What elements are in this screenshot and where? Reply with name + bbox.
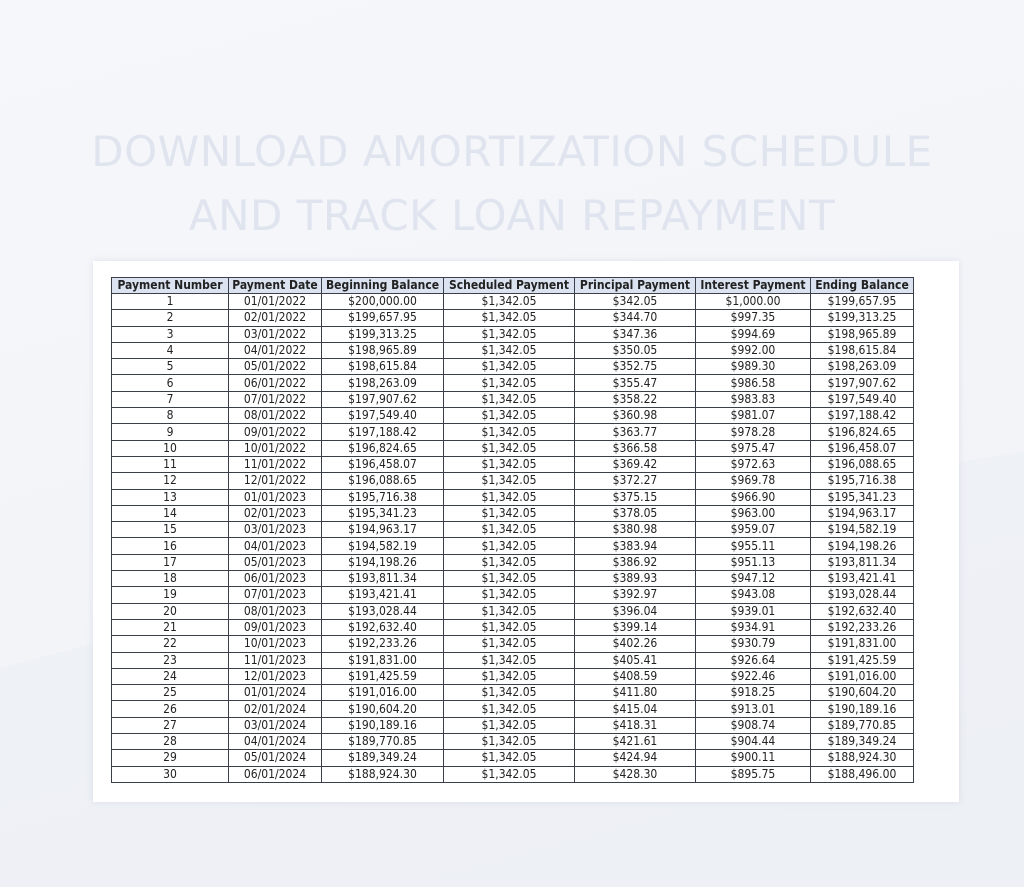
cell-beginning-balance: $196,824.65 [322,440,444,456]
cell-beginning-balance: $194,963.17 [322,522,444,538]
column-header-payment-date: Payment Date [229,278,322,294]
cell-payment-date: 08/01/2022 [229,408,322,424]
table-row [112,424,914,440]
cell-payment-date: 02/01/2024 [229,701,322,717]
cell-interest-payment: $904.44 [696,734,811,750]
cell-scheduled-payment: $1,342.05 [444,294,575,310]
cell-principal-payment: $352.75 [575,359,696,375]
cell-payment-date: 05/01/2024 [229,750,322,766]
cell-principal-payment: $411.80 [575,685,696,701]
cell-principal-payment: $375.15 [575,489,696,505]
cell-principal-payment: $383.94 [575,538,696,554]
table-header-row [112,278,914,294]
table-row [112,619,914,635]
table-row [112,294,914,310]
cell-ending-balance: $191,016.00 [811,668,914,684]
table-row [112,538,914,554]
cell-beginning-balance: $198,965.89 [322,342,444,358]
cell-interest-payment: $978.28 [696,424,811,440]
cell-beginning-balance: $189,770.85 [322,734,444,750]
cell-interest-payment: $972.63 [696,456,811,472]
cell-principal-payment: $380.98 [575,522,696,538]
cell-beginning-balance: $198,263.09 [322,375,444,391]
cell-payment-date: 11/01/2023 [229,652,322,668]
cell-principal-payment: $344.70 [575,310,696,326]
cell-beginning-balance: $195,716.38 [322,489,444,505]
cell-payment-number: 29 [112,750,229,766]
column-header-interest-payment: Interest Payment [696,278,811,294]
cell-principal-payment: $424.94 [575,750,696,766]
cell-interest-payment: $983.83 [696,391,811,407]
table-row [112,587,914,603]
cell-payment-number: 27 [112,717,229,733]
cell-principal-payment: $402.26 [575,636,696,652]
cell-beginning-balance: $200,000.00 [322,294,444,310]
cell-payment-date: 08/01/2023 [229,603,322,619]
cell-principal-payment: $342.05 [575,294,696,310]
cell-payment-date: 03/01/2024 [229,717,322,733]
cell-payment-number: 21 [112,619,229,635]
cell-scheduled-payment: $1,342.05 [444,359,575,375]
column-header-payment-number: Payment Number [112,278,229,294]
cell-payment-number: 13 [112,489,229,505]
cell-payment-number: 25 [112,685,229,701]
cell-payment-date: 03/01/2023 [229,522,322,538]
table-row [112,668,914,684]
cell-ending-balance: $199,313.25 [811,310,914,326]
cell-ending-balance: $196,824.65 [811,424,914,440]
cell-payment-number: 11 [112,456,229,472]
cell-payment-date: 05/01/2023 [229,554,322,570]
cell-scheduled-payment: $1,342.05 [444,391,575,407]
cell-ending-balance: $194,963.17 [811,505,914,521]
cell-interest-payment: $992.00 [696,342,811,358]
cell-payment-date: 01/01/2023 [229,489,322,505]
cell-principal-payment: $350.05 [575,342,696,358]
table-row [112,391,914,407]
cell-interest-payment: $939.01 [696,603,811,619]
cell-principal-payment: $386.92 [575,554,696,570]
cell-payment-number: 16 [112,538,229,554]
cell-beginning-balance: $199,313.25 [322,326,444,342]
cell-payment-number: 3 [112,326,229,342]
cell-scheduled-payment: $1,342.05 [444,603,575,619]
cell-payment-date: 10/01/2022 [229,440,322,456]
table-row [112,473,914,489]
cell-beginning-balance: $194,582.19 [322,538,444,554]
cell-principal-payment: $405.41 [575,652,696,668]
cell-interest-payment: $908.74 [696,717,811,733]
cell-ending-balance: $196,458.07 [811,440,914,456]
cell-ending-balance: $190,604.20 [811,685,914,701]
cell-payment-date: 07/01/2022 [229,391,322,407]
cell-ending-balance: $191,831.00 [811,636,914,652]
cell-principal-payment: $428.30 [575,766,696,782]
cell-ending-balance: $199,657.95 [811,294,914,310]
cell-interest-payment: $926.64 [696,652,811,668]
cell-payment-date: 04/01/2024 [229,734,322,750]
cell-interest-payment: $951.13 [696,554,811,570]
cell-interest-payment: $981.07 [696,408,811,424]
cell-scheduled-payment: $1,342.05 [444,473,575,489]
cell-scheduled-payment: $1,342.05 [444,652,575,668]
cell-beginning-balance: $191,016.00 [322,685,444,701]
cell-ending-balance: $193,811.34 [811,554,914,570]
cell-payment-date: 06/01/2023 [229,571,322,587]
table-row [112,440,914,456]
cell-payment-date: 03/01/2022 [229,326,322,342]
spreadsheet-preview [93,261,959,802]
table-body [112,294,914,783]
cell-payment-number: 14 [112,505,229,521]
cell-ending-balance: $195,716.38 [811,473,914,489]
cell-ending-balance: $198,263.09 [811,359,914,375]
cell-beginning-balance: $199,657.95 [322,310,444,326]
cell-beginning-balance: $188,924.30 [322,766,444,782]
cell-payment-date: 05/01/2022 [229,359,322,375]
table-row [112,522,914,538]
cell-scheduled-payment: $1,342.05 [444,717,575,733]
cell-ending-balance: $192,233.26 [811,619,914,635]
cell-payment-date: 10/01/2023 [229,636,322,652]
table-row [112,342,914,358]
cell-payment-number: 5 [112,359,229,375]
cell-payment-number: 19 [112,587,229,603]
cell-payment-number: 6 [112,375,229,391]
cell-ending-balance: $188,496.00 [811,766,914,782]
cell-ending-balance: $188,924.30 [811,750,914,766]
cell-principal-payment: $369.42 [575,456,696,472]
page-title [0,120,1024,248]
cell-interest-payment: $969.78 [696,473,811,489]
cell-ending-balance: $191,425.59 [811,652,914,668]
table-row [112,554,914,570]
cell-payment-date: 09/01/2023 [229,619,322,635]
cell-scheduled-payment: $1,342.05 [444,342,575,358]
cell-payment-number: 12 [112,473,229,489]
cell-payment-number: 26 [112,701,229,717]
cell-ending-balance: $198,615.84 [811,342,914,358]
cell-principal-payment: $360.98 [575,408,696,424]
cell-interest-payment: $997.35 [696,310,811,326]
cell-payment-number: 10 [112,440,229,456]
cell-ending-balance: $197,549.40 [811,391,914,407]
table-row [112,603,914,619]
cell-beginning-balance: $194,198.26 [322,554,444,570]
cell-interest-payment: $900.11 [696,750,811,766]
cell-interest-payment: $955.11 [696,538,811,554]
cell-interest-payment: $989.30 [696,359,811,375]
cell-beginning-balance: $193,421.41 [322,587,444,603]
table-row [112,326,914,342]
cell-payment-number: 23 [112,652,229,668]
cell-principal-payment: $399.14 [575,619,696,635]
cell-interest-payment: $934.91 [696,619,811,635]
table-row [112,717,914,733]
cell-interest-payment: $947.12 [696,571,811,587]
cell-beginning-balance: $191,831.00 [322,652,444,668]
column-header-ending-balance: Ending Balance [811,278,914,294]
table-row [112,489,914,505]
cell-payment-number: 28 [112,734,229,750]
cell-principal-payment: $408.59 [575,668,696,684]
cell-payment-date: 02/01/2022 [229,310,322,326]
cell-beginning-balance: $193,028.44 [322,603,444,619]
cell-scheduled-payment: $1,342.05 [444,424,575,440]
table-row [112,310,914,326]
cell-principal-payment: $366.58 [575,440,696,456]
cell-payment-number: 8 [112,408,229,424]
cell-scheduled-payment: $1,342.05 [444,489,575,505]
cell-interest-payment: $922.46 [696,668,811,684]
cell-payment-date: 07/01/2023 [229,587,322,603]
cell-ending-balance: $197,907.62 [811,375,914,391]
cell-beginning-balance: $195,341.23 [322,505,444,521]
cell-ending-balance: $192,632.40 [811,603,914,619]
cell-ending-balance: $189,770.85 [811,717,914,733]
cell-principal-payment: $363.77 [575,424,696,440]
cell-ending-balance: $189,349.24 [811,734,914,750]
cell-scheduled-payment: $1,342.05 [444,766,575,782]
cell-scheduled-payment: $1,342.05 [444,619,575,635]
table-row [112,701,914,717]
cell-principal-payment: $415.04 [575,701,696,717]
cell-principal-payment: $389.93 [575,571,696,587]
cell-payment-number: 18 [112,571,229,587]
cell-scheduled-payment: $1,342.05 [444,538,575,554]
cell-beginning-balance: $198,615.84 [322,359,444,375]
table-row [112,456,914,472]
cell-ending-balance: $193,028.44 [811,587,914,603]
cell-payment-number: 17 [112,554,229,570]
cell-scheduled-payment: $1,342.05 [444,505,575,521]
cell-principal-payment: $355.47 [575,375,696,391]
cell-ending-balance: $198,965.89 [811,326,914,342]
cell-payment-number: 2 [112,310,229,326]
cell-ending-balance: $197,188.42 [811,408,914,424]
cell-interest-payment: $959.07 [696,522,811,538]
cell-payment-date: 12/01/2022 [229,473,322,489]
cell-scheduled-payment: $1,342.05 [444,587,575,603]
cell-payment-date: 01/01/2024 [229,685,322,701]
cell-scheduled-payment: $1,342.05 [444,636,575,652]
cell-scheduled-payment: $1,342.05 [444,408,575,424]
column-header-scheduled-payment: Scheduled Payment [444,278,575,294]
cell-scheduled-payment: $1,342.05 [444,522,575,538]
cell-payment-date: 11/01/2022 [229,456,322,472]
cell-scheduled-payment: $1,342.05 [444,750,575,766]
cell-scheduled-payment: $1,342.05 [444,440,575,456]
cell-scheduled-payment: $1,342.05 [444,310,575,326]
column-header-beginning-balance: Beginning Balance [322,278,444,294]
cell-ending-balance: $194,198.26 [811,538,914,554]
column-header-principal-payment: Principal Payment [575,278,696,294]
cell-interest-payment: $930.79 [696,636,811,652]
cell-principal-payment: $378.05 [575,505,696,521]
table-row [112,408,914,424]
cell-payment-number: 4 [112,342,229,358]
cell-scheduled-payment: $1,342.05 [444,685,575,701]
cell-scheduled-payment: $1,342.05 [444,375,575,391]
cell-scheduled-payment: $1,342.05 [444,571,575,587]
title-line-2: AND TRACK LOAN REPAYMENT [188,191,836,241]
cell-beginning-balance: $190,189.16 [322,717,444,733]
amortization-table [111,277,914,783]
cell-beginning-balance: $190,604.20 [322,701,444,717]
cell-beginning-balance: $196,458.07 [322,456,444,472]
cell-scheduled-payment: $1,342.05 [444,554,575,570]
cell-beginning-balance: $197,549.40 [322,408,444,424]
cell-payment-date: 02/01/2023 [229,505,322,521]
cell-interest-payment: $918.25 [696,685,811,701]
cell-principal-payment: $347.36 [575,326,696,342]
cell-principal-payment: $418.31 [575,717,696,733]
table-row [112,766,914,782]
cell-interest-payment: $963.00 [696,505,811,521]
cell-payment-number: 15 [112,522,229,538]
table-row [112,359,914,375]
cell-payment-number: 20 [112,603,229,619]
cell-scheduled-payment: $1,342.05 [444,456,575,472]
cell-payment-date: 01/01/2022 [229,294,322,310]
cell-interest-payment: $1,000.00 [696,294,811,310]
title-line-1: DOWNLOAD AMORTIZATION SCHEDULE [91,127,933,177]
cell-payment-number: 9 [112,424,229,440]
cell-payment-date: 09/01/2022 [229,424,322,440]
table-row [112,734,914,750]
table-row [112,750,914,766]
cell-ending-balance: $196,088.65 [811,456,914,472]
cell-principal-payment: $396.04 [575,603,696,619]
cell-payment-number: 1 [112,294,229,310]
cell-principal-payment: $372.27 [575,473,696,489]
cell-interest-payment: $895.75 [696,766,811,782]
cell-payment-date: 12/01/2023 [229,668,322,684]
table-row [112,685,914,701]
table-row [112,505,914,521]
cell-payment-number: 24 [112,668,229,684]
cell-ending-balance: $194,582.19 [811,522,914,538]
cell-beginning-balance: $192,233.26 [322,636,444,652]
cell-scheduled-payment: $1,342.05 [444,668,575,684]
cell-principal-payment: $392.97 [575,587,696,603]
cell-beginning-balance: $197,188.42 [322,424,444,440]
cell-interest-payment: $913.01 [696,701,811,717]
cell-interest-payment: $986.58 [696,375,811,391]
cell-scheduled-payment: $1,342.05 [444,701,575,717]
cell-scheduled-payment: $1,342.05 [444,326,575,342]
cell-payment-number: 30 [112,766,229,782]
cell-ending-balance: $190,189.16 [811,701,914,717]
cell-ending-balance: $195,341.23 [811,489,914,505]
cell-interest-payment: $975.47 [696,440,811,456]
cell-ending-balance: $193,421.41 [811,571,914,587]
cell-payment-date: 06/01/2022 [229,375,322,391]
cell-interest-payment: $943.08 [696,587,811,603]
cell-payment-date: 04/01/2023 [229,538,322,554]
cell-beginning-balance: $196,088.65 [322,473,444,489]
cell-principal-payment: $421.61 [575,734,696,750]
cell-interest-payment: $994.69 [696,326,811,342]
cell-payment-number: 22 [112,636,229,652]
cell-beginning-balance: $192,632.40 [322,619,444,635]
table-row [112,652,914,668]
cell-payment-date: 06/01/2024 [229,766,322,782]
cell-principal-payment: $358.22 [575,391,696,407]
cell-payment-date: 04/01/2022 [229,342,322,358]
table-row [112,571,914,587]
cell-beginning-balance: $189,349.24 [322,750,444,766]
cell-beginning-balance: $191,425.59 [322,668,444,684]
table-row [112,636,914,652]
cell-beginning-balance: $197,907.62 [322,391,444,407]
cell-interest-payment: $966.90 [696,489,811,505]
cell-beginning-balance: $193,811.34 [322,571,444,587]
table-row [112,375,914,391]
cell-scheduled-payment: $1,342.05 [444,734,575,750]
cell-payment-number: 7 [112,391,229,407]
